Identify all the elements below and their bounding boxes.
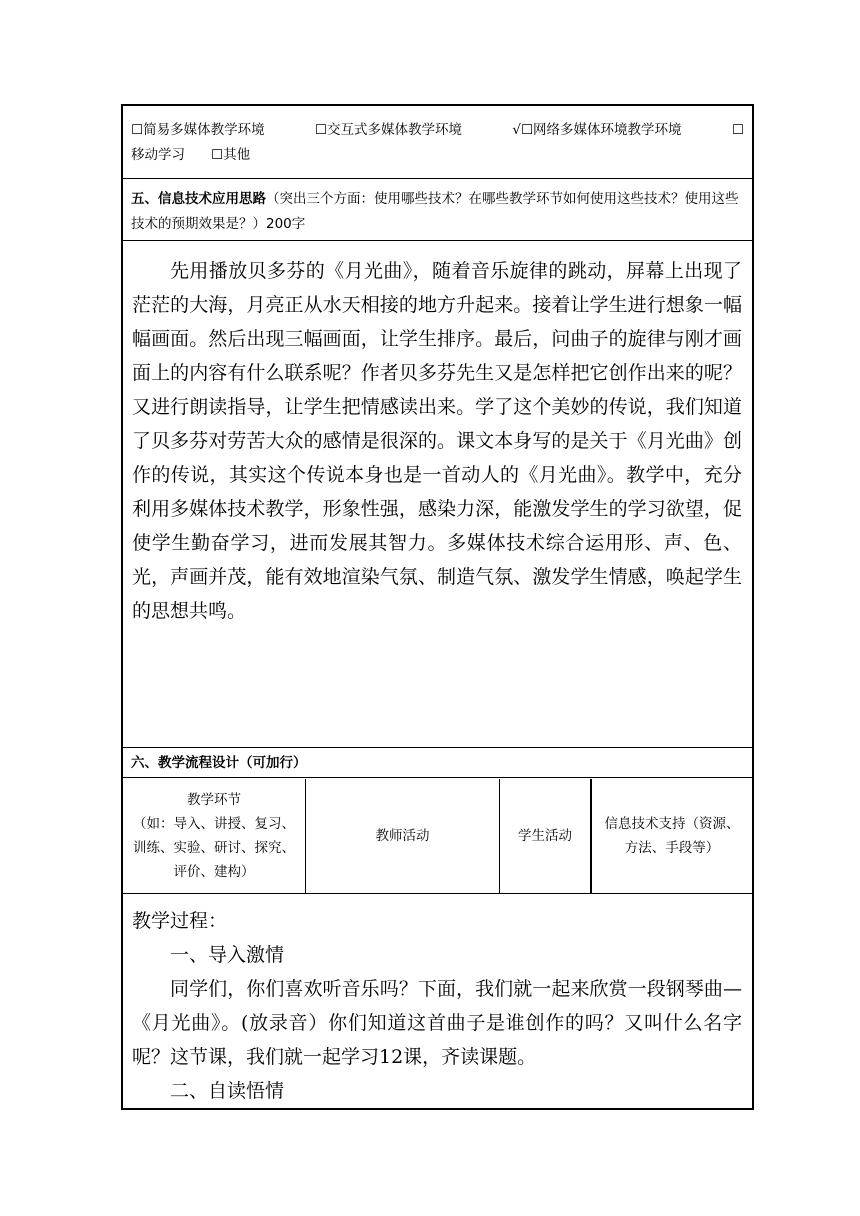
process-heading: 教学过程： xyxy=(132,910,228,932)
env-option-other[interactable]: ☐其他 xyxy=(211,147,251,163)
column-teacher-activity: 教师活动 xyxy=(306,779,500,893)
divider xyxy=(123,893,752,894)
divider xyxy=(123,178,752,179)
process-step1-title: 一、导入激情 xyxy=(170,944,285,966)
process-step2-title: 二、自读悟情 xyxy=(170,1080,285,1102)
env-option-network[interactable]: √☐网络多媒体环境教学环境 xyxy=(512,122,682,138)
column-teaching-stage-title: 教学环节 xyxy=(187,792,241,808)
divider xyxy=(123,777,752,778)
section6-title: 六、教学流程设计（可加行） xyxy=(131,755,307,771)
env-option-mobile-checkbox[interactable]: ☐ xyxy=(731,122,744,138)
column-teaching-stage-examples: （如：导入、讲授、复习、训练、实验、研讨、探究、评价、建构） xyxy=(133,816,295,880)
section5-body: 先用播放贝多芬的《月光曲》，随着音乐旋律的跳动，屏幕上出现了茫茫的大海，月亮正从水天相接的地方升起来。接着让学生进行想象一幅幅画面。然后出现三幅画面，让学生排序。最后，问曲子的旋律与刚才画面上的内容有什么联系呢？作者贝多芬先生又是怎样把它创作出来的呢？又进行朗读指导，让学生把情感读出来。学了这个美妙的传说，我们知道了贝多芬对劳苦大众的感情是很深的。课文本身写的是关于《月光曲》创作的传说，其实这个传说本身也是一首动人的《月光曲》。教学中，充分利用多媒体技术教学，形象性强，感染力深，能激发学生的学习欲望，促使学生勤奋学习，进而发展其智力。多媒体技术综合运用形、声、色、光，声画并茂，能有效地渲染气氛、制造气氛、激发学生情感，唤起学生的思想共鸣。 xyxy=(132,260,742,622)
column-it-support: 信息技术支持（资源、方法、手段等） xyxy=(591,779,752,893)
column-teaching-stage xyxy=(123,779,306,893)
teaching-process xyxy=(123,896,752,1108)
process-step1-text: 同学们，你们喜欢听音乐吗？下面，我们就一起来欣赏一段钢琴曲—《月光曲》。(放录音）你们知道这首曲子是谁创作的吗？又叫什么名字呢？这节课，我们就一起学习12课，齐读课题。 xyxy=(132,978,742,1068)
teaching-environment-row xyxy=(123,106,752,178)
lesson-plan-table xyxy=(121,104,754,1110)
divider xyxy=(123,747,752,748)
section5-note: （突出三个方面：使用哪些技术？在哪些教学环节如何使用这些技术？使用这些技术的预期效果是？）200字 xyxy=(131,191,739,232)
env-option-mobile-label: 移动学习 xyxy=(131,147,185,163)
env-option-interactive[interactable]: ☐交互式多媒体教学环境 xyxy=(314,122,463,138)
env-option-simple[interactable]: ☐简易多媒体教学环境 xyxy=(131,122,265,138)
section5-heading xyxy=(123,180,752,240)
divider xyxy=(123,240,752,241)
flow-columns-right xyxy=(500,779,752,893)
section5-title: 五、信息技术应用思路 xyxy=(131,191,266,207)
column-student-activity: 学生活动 xyxy=(499,779,591,893)
